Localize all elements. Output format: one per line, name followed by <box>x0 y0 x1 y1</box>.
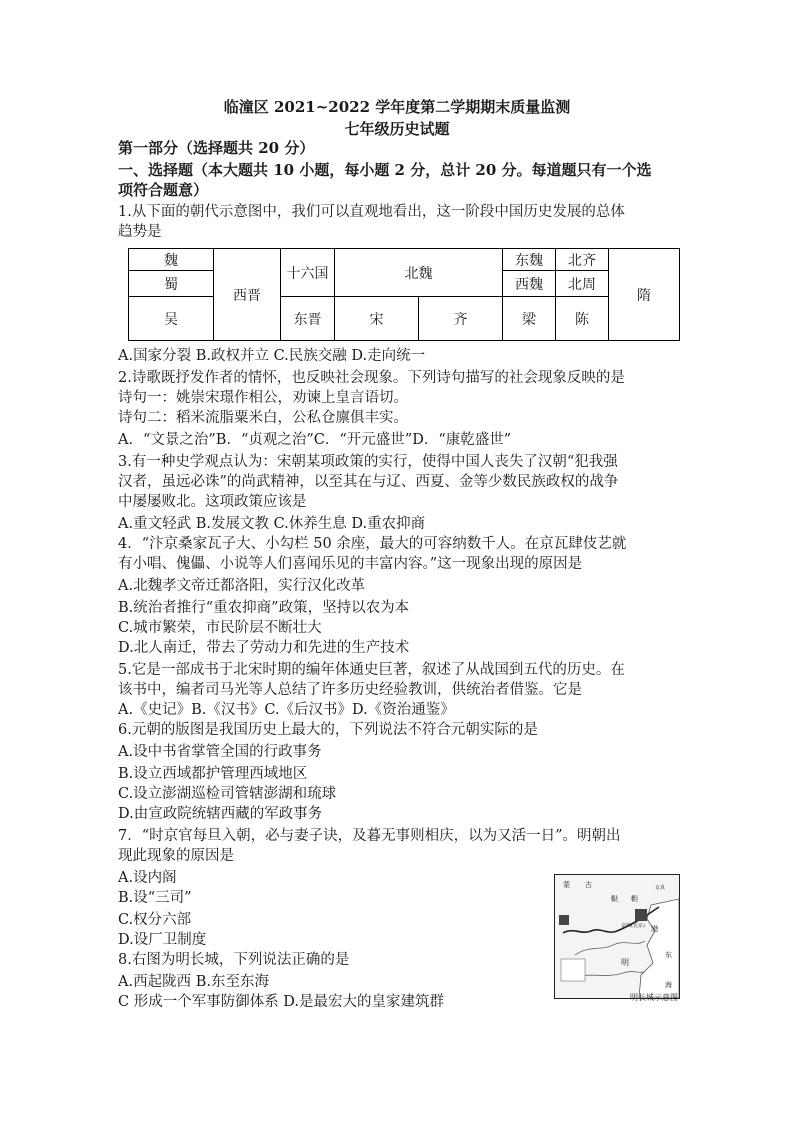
map-label-bohai: 渤 <box>651 925 658 933</box>
jiayuguan-marker <box>559 915 569 925</box>
q6-line1: 6.元朝的版图是我国历史上最大的，下列说法不符合元朝实际的是 <box>118 722 538 738</box>
q3-line3: 中屡屡败北。这项政策应该是 <box>118 494 307 510</box>
cell-sui: 隋 <box>609 249 680 341</box>
cell-xiwei: 西魏 <box>503 271 556 297</box>
section-heading-line2: 项符合题意） <box>118 181 209 199</box>
map-label-jing: 靼 <box>631 895 638 903</box>
map-label-dong: 东 <box>665 951 672 959</box>
cell-beizhou: 北周 <box>556 271 609 297</box>
cell-shiliuguo: 十六国 <box>281 249 335 297</box>
map-label-mongol2: 古 <box>585 881 592 889</box>
q8-options-cd: C 形成一个军事防御体系 D.是最宏大的皇家建筑群 <box>118 994 445 1010</box>
q4-line2: 有小唱、傀儡、小说等人们喜闻乐见的丰富内容。”这一现象出现的原因是 <box>118 556 583 572</box>
map-drawing <box>555 875 679 998</box>
q6-option-c: C.设立澎湖巡检司管辖澎湖和琉球 <box>118 786 337 802</box>
q7-line2: 现此现象的原因是 <box>118 848 234 864</box>
q3-line2: 汉者，虽远必诛”的尚武精神，以至其在与辽、西夏、金等少数民族政权的战争 <box>118 474 619 490</box>
exam-title: 临潼区 2021~2022 学年度第二学期期末质量监测 <box>223 98 571 116</box>
q4-option-c: C.城市繁荣，市民阶层不断壮大 <box>118 620 322 636</box>
map-label-nuer: 女真 <box>655 885 666 891</box>
q2-line2: 诗句一：姚崇宋璟作相公，劝谏上皇言语切。 <box>118 390 408 406</box>
q6-option-b: B.设立西域都护管理西域地区 <box>118 766 308 782</box>
q7-option-a: A.设内阁 <box>118 870 177 886</box>
q5-options: A.《史记》B.《汉书》C.《后汉书》D.《资治通鉴》 <box>118 702 455 718</box>
map-label-mongol1: 蒙 <box>563 881 570 889</box>
shanhaiguan-marker <box>635 909 647 921</box>
dynasty-table <box>128 248 680 341</box>
q4-line1: 4．“汴京桑家瓦子大、小勾栏 50 余座，最大的可容纳数千人。在京瓦肆伎艺就 <box>118 536 627 552</box>
map-label-hai: 海 <box>665 981 672 989</box>
map-label-beijing: 京师(北京) <box>621 923 645 929</box>
q5-line1: 5.它是一部成书于北宋时期的编年体通史巨著，叙述了从战国到五代的历史。在 <box>118 662 625 678</box>
map-label-lin: 鞑 <box>611 895 618 903</box>
ming-great-wall-map <box>554 874 680 999</box>
q1-stem-line1: 1.从下面的朝代示意图中，我们可以直观地看出，这一阶段中国历史发展的总体 <box>118 204 625 220</box>
cell-dongjin: 东晋 <box>281 297 335 341</box>
cell-wu: 吴 <box>129 297 214 341</box>
q1-stem-line2: 趋势是 <box>118 224 162 240</box>
section-heading-line1: 一、选择题（本大题共 10 小题，每小题 2 分，总计 20 分。每道题只有一个选 <box>118 161 652 179</box>
q6-option-a: A.设中书省掌管全国的行政事务 <box>118 744 322 760</box>
q7-line1: 7．“时京官每旦入朝，必与妻子诀，及暮无事则相庆，以为又活一日”。明朝出 <box>118 828 621 844</box>
q6-option-d: D.由宣政院统辖西藏的军政事务 <box>118 806 323 822</box>
q2-options: A．“文景之治”B．“贞观之治”C．“开元盛世”D．“康乾盛世” <box>118 432 512 448</box>
q7-option-c: C.权分六部 <box>118 912 192 928</box>
cell-song: 宋 <box>335 297 419 341</box>
cell-chen: 陈 <box>556 297 609 341</box>
cell-dongwei: 东魏 <box>503 249 556 271</box>
q2-line3: 诗句二：稻米流脂粟米白，公私仓廪俱丰实。 <box>118 410 408 426</box>
cell-xijin: 西晋 <box>214 249 281 341</box>
cell-shu: 蜀 <box>129 271 214 297</box>
cell-beiwei: 北魏 <box>335 249 503 297</box>
map-caption: 明长城示意图 <box>630 993 678 1002</box>
q5-line2: 该书中，编者司马光等人总结了许多历史经验教训，供统治者借鉴。它是 <box>118 682 582 698</box>
q3-options: A.重文轻武 B.发展文教 C.休养生息 D.重农抑商 <box>118 516 426 532</box>
q3-line1: 3.有一种史学观点认为：宋朝某项政策的实行，使得中国人丧失了汉朝“犯我强 <box>118 454 618 470</box>
q1-options: A.国家分裂 B.政权并立 C.民族交融 D.走向统一 <box>118 348 426 364</box>
q7-option-b: B.设“三司” <box>118 890 192 906</box>
q7-option-d: D.设厂卫制度 <box>118 932 207 948</box>
exam-subtitle: 七年级历史试题 <box>344 120 450 138</box>
q4-option-d: D.北人南迁，带去了劳动力和先进的生产技术 <box>118 640 410 656</box>
map-label-ming: 明 <box>621 958 629 967</box>
part-heading: 第一部分（选择题共 20 分） <box>118 139 315 157</box>
q4-option-b: B.统治者推行“重农抑商”政策，坚持以农为本 <box>118 600 410 616</box>
cell-beiqi: 北齐 <box>556 249 609 271</box>
q8-options-ab: A.西起陇西 B.东至东海 <box>118 974 269 990</box>
cell-wei: 魏 <box>129 249 214 271</box>
q2-line1: 2.诗歌既抒发作者的情怀，也反映社会现象。下列诗句描写的社会现象反映的是 <box>118 370 625 386</box>
q8-line1: 8.右图为明长城，下列说法正确的是 <box>118 952 350 968</box>
cell-liang: 梁 <box>503 297 556 341</box>
q4-option-a: A.北魏孝文帝迁都洛阳，实行汉化改革 <box>118 578 366 594</box>
cell-qi: 齐 <box>419 297 503 341</box>
map-legend-box <box>561 959 585 981</box>
